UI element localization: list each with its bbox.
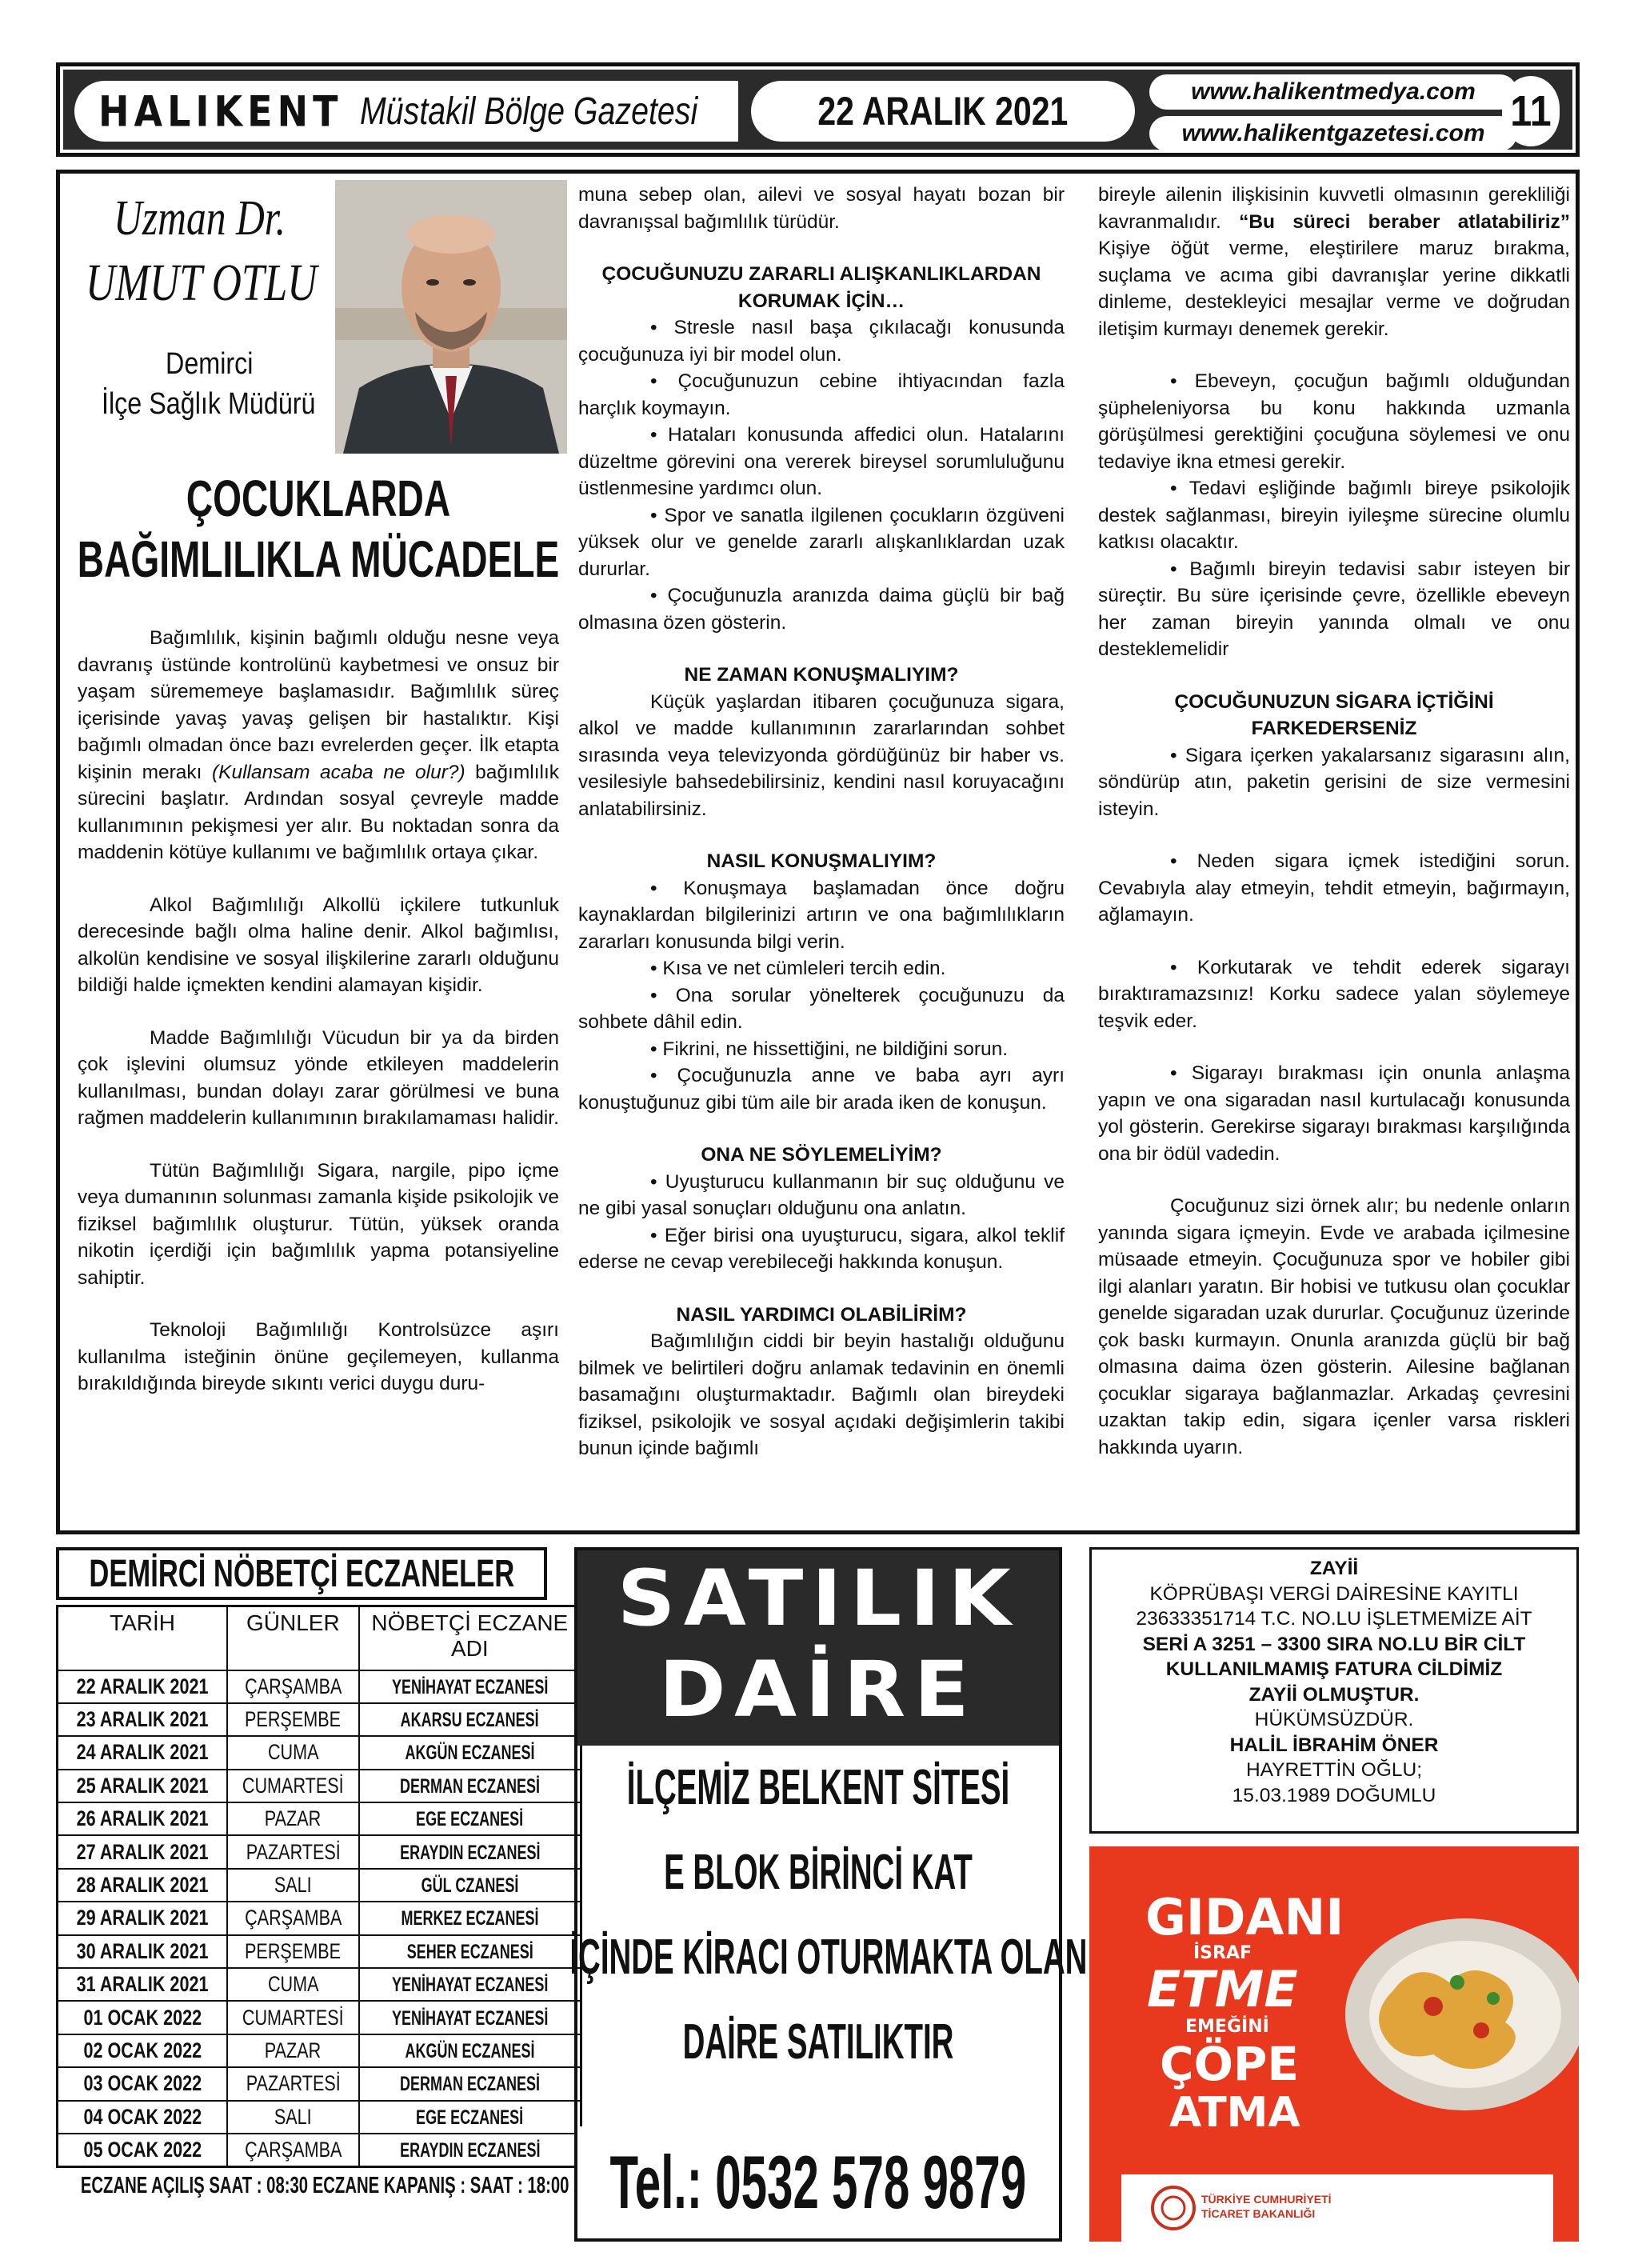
cell-text: YENİHAYAT ECZANESİ: [391, 1675, 549, 1698]
duty-date: [58, 1902, 228, 1934]
duty-date: [58, 2034, 228, 2067]
bullet-item: • Korkutarak ve tehdit ederek sigarayı bıraktıramazsınız! Korku sadece yalan söylemeye teşvik eder.: [1098, 956, 1570, 1032]
column-header: GÜNLER: [227, 1606, 359, 1670]
notice-line: SERİ A 3251 – 3300 SIRA NO.LU BİR CİLT: [1142, 1633, 1526, 1655]
ad-phone[interactable]: [577, 2126, 1059, 2238]
author-block: [78, 174, 559, 462]
table-row: [58, 2134, 581, 2166]
cell-text: CUMA: [267, 1740, 319, 1765]
pharmacy-hours-text: ECZANE AÇILIŞ SAAT : 08:30 ECZANE KAPANIŞ : SAAT : 18:00: [80, 2172, 569, 2198]
cell-text: 30 ARALIK 2021: [76, 1938, 209, 1963]
cell-text: SALI: [274, 1873, 312, 1898]
duty-day: [227, 2034, 359, 2067]
ad-headline-1: SATILIK: [617, 1554, 1020, 1643]
bullet-item: • Konuşmaya başlamadan önce doğru kaynaklardan bilgilerinizi artırın ve ona bağımlılıkların zararları konusunda bilgi verin.: [578, 877, 1065, 953]
paragraph: Teknoloji Bağımlılığı Kontrolsüzce aşırı kullanılma isteğinin önüne geçilemeyen, kullanma bırakıldığında bireyde sıkıntı verici duygu duru-: [78, 1319, 559, 1394]
pharmacy-name: [359, 1770, 581, 1802]
ad-line: DAİRE SATILIKTIR: [682, 2014, 954, 2070]
table-row: [58, 1869, 581, 1902]
duty-day: [227, 2067, 359, 2100]
paragraph: muna sebep olan, ailevi ve sosyal hayatı bozan bir davranışsal bağımlılık türüdür.: [578, 184, 1065, 233]
bullet-item: • Tedavi eşliğinde bağımlı bireye psikolojik destek sağlanması, bireyin iyileşme sürecine olumlu katkısı olacaktır.: [1098, 478, 1570, 553]
newspaper-brand: HALIKENT: [98, 86, 343, 137]
notice-line: 23633351714 T.C. NO.LU İŞLETMEMİZE AİT: [1136, 1608, 1532, 1630]
paragraph: Küçük yaşlardan itibaren çocuğunuza sigara, alkol ve madde kullanımının zararlarından sohbet sırasında veya televizyonda gördüğünüz bir haber vs. vesilesiyle bahsedebilirsiniz, kendini nasıl koruyacağını anlatabilirsiniz.: [578, 690, 1065, 820]
table-row: [58, 1902, 581, 1934]
headline-line-2: BAĞIMLILIKLA MÜCADELE: [77, 530, 560, 588]
ad-line: İÇİNDE KİRACI OTURMAKTA OLAN: [569, 1930, 1088, 1985]
cell-text: AKARSU ECZANESİ: [400, 1709, 539, 1732]
bullet-item: • Sigarayı bırakması için onunla anlaşma yapın ve ona sigaradan nasıl kurtulacağı konusunda yol gösterin. Gerekirse sigarayı bırakması karşılığında ona bir ödül vadedin.: [1098, 1062, 1570, 1165]
pharmacy-name: [359, 1736, 581, 1769]
ad-phone-text: Tel.: 0532 578 9879: [609, 2140, 1027, 2224]
duty-date: [58, 1835, 228, 1868]
cell-text: PAZARTESİ: [246, 2071, 341, 2096]
notice-line: KULLANILMAMIŞ FATURA CİLDİMİZ: [1165, 1658, 1503, 1680]
table-row: [58, 1802, 581, 1835]
duty-date: [58, 1968, 228, 2001]
cell-text: MERKEZ ECZANESİ: [401, 1907, 539, 1930]
pharmacy-name: [359, 2134, 581, 2166]
article-column-1: [78, 174, 559, 1398]
duty-date: [58, 2134, 228, 2166]
duty-day: [227, 1869, 359, 1902]
bullet-item: • Çocuğunuzla anne ve baba ayrı ayrı konuştuğunuz gibi tüm aile bir arada iken de konuşun.: [578, 1065, 1065, 1114]
table-row: [58, 2001, 581, 2034]
issue-date-text: 22 ARALIK 2021: [817, 89, 1069, 134]
cell-text: 26 ARALIK 2021: [76, 1806, 209, 1831]
duty-date: [58, 2067, 228, 2100]
paragraph: [78, 625, 559, 866]
cell-text: GÜL CZANESİ: [421, 1874, 519, 1898]
pharmacy-name: [359, 2001, 581, 2034]
cell-text: CUMARTESİ: [242, 1773, 344, 1798]
duty-day: [227, 1935, 359, 1968]
bullet-item: • Çocuğunuzun cebine ihtiyacından fazla harçlık koymayın.: [578, 370, 1065, 419]
cell-text: PAZAR: [265, 2038, 322, 2062]
section-heading: ÇOCUĞUNUZU ZARARLI ALIŞKANLIKLARDAN KORUMAK İÇİN…: [601, 263, 1041, 312]
pharmacy-name: [359, 1935, 581, 1968]
column-header: NÖBETÇİ ECZANE ADI: [359, 1606, 581, 1670]
bullet-item: • Hataları konusunda affedici olun. Hatalarını düzeltme görevini ona vererek bireysel sorumluluğunu üstlenmesine yardımcı olun.: [578, 424, 1065, 499]
cell-text: 22 ARALIK 2021: [76, 1674, 209, 1698]
bullet-item: • Bağımlı bireyin tedavisi sabır isteyen bir süreçtir. Bu süre içerisinde çevre, özellikle ebeveyn her zaman bireyin yanında olmalı ve onu desteklemelidir: [1098, 558, 1570, 660]
campaign-word-1: GIDANI: [1145, 1888, 1344, 1946]
notice-title: ZAYİİ: [1309, 1558, 1359, 1579]
paragraph: [1098, 182, 1570, 342]
cell-text: 24 ARALIK 2021: [76, 1740, 209, 1765]
article-box: [56, 170, 1580, 1534]
paragraph-text: Bağımlılık, kişinin bağımlı olduğu nesne veya davranış üstünde kontrolünü kaybetmesi ve onsuz bir yaşam sürememeye başlamasıdır. Bağımlılık süreç içerisinde yavaş yavaş gelişen bir hastalıktır. Kişi bağımlı olmadan önce bazı evrelerden geçer. İlk etapta kişinin merakı: [78, 627, 559, 783]
bullet-item: • Fikrini, ne hissettiğini, ne bildiğini sorun.: [650, 1038, 1009, 1060]
cell-text: PERŞEMBE: [245, 1707, 342, 1732]
cell-text: 23 ARALIK 2021: [76, 1707, 209, 1732]
notice-line: HAYRETTİN OĞLU;: [1245, 1759, 1423, 1781]
cell-text: 25 ARALIK 2021: [76, 1773, 209, 1798]
ministry-name-2: TİCARET BAKANLIĞI: [1201, 2207, 1316, 2220]
lost-document-notice: [1089, 1547, 1579, 1834]
table-row: [58, 1835, 581, 1868]
table-row: [58, 1770, 581, 1802]
paragraph: Bağımlılığın ciddi bir beyin hastalığı olduğunu bilmek ve belirtileri doğru anlamak tedavinin en önemli basamağını oluşturmaktadır. Bağımlı olan bireydeki fiziksel, psikolojik ve sosyal açıdaki değişimlerin takibi bunun içinde bağımlı: [578, 1330, 1065, 1459]
masthead-title: [74, 81, 738, 142]
notice-line: HALİL İBRAHİM ÖNER: [1229, 1734, 1439, 1756]
bullet-item: • Eğer birisi ona uyuşturucu, sigara, alkol teklif ederse ne cevap verebileceği hakkında konuşun.: [578, 1224, 1065, 1273]
cell-text: SALI: [274, 2104, 312, 2129]
duty-date: [58, 1670, 228, 1703]
ad-body: [569, 1746, 1088, 2130]
table-row: [58, 1670, 581, 1703]
cell-text: CUMARTESİ: [242, 2005, 344, 2030]
bullet-item: • Stresle nasıl başa çıkılacağı konusunda çocuğunuza iyi bir model olun.: [578, 317, 1065, 366]
duty-date: [58, 1736, 228, 1769]
pharmacy-title-text: DEMİRCİ NÖBETÇİ ECZANELER: [89, 1552, 514, 1595]
cell-text: PAZARTESİ: [246, 1839, 341, 1864]
table-row: [58, 1736, 581, 1769]
duty-date: [58, 1869, 228, 1902]
notice-line: HÜKÜMSÜZDÜR.: [1254, 1709, 1414, 1730]
bullet-item: • Sigara içerken yakalarsanız sigarasını alın, söndürüp atın, paketin gerisini de size vermesini isteyin.: [1098, 744, 1570, 820]
pharmacy-name: [359, 1902, 581, 1934]
duty-date: [58, 1770, 228, 1802]
duty-day: [227, 1670, 359, 1703]
pharmacy-table: [56, 1605, 582, 2168]
article-column-3: [1098, 182, 1570, 1461]
author-name: UMUT OTLU: [86, 254, 318, 312]
cell-text: ÇARŞAMBA: [244, 2137, 342, 2162]
column-header: TARİH: [58, 1606, 228, 1670]
paragraph-text: bağımlılık sürecini başlatır. Ardından sosyal çevreyle madde kullanımının pekişmesi yer alır. Bu noktadan sonra da maddenin kötüye kullanımı ve bağımlılık ortaya çıkar.: [78, 761, 559, 863]
table-row: [58, 2034, 581, 2067]
duty-day: [227, 2101, 359, 2134]
apartment-sale-ad: [569, 1547, 1088, 2242]
duty-day: [227, 1968, 359, 2001]
cell-text: DERMAN ECZANESİ: [399, 2073, 540, 2096]
table-row: [58, 1935, 581, 1968]
article-headline: [78, 462, 559, 618]
cell-text: DERMAN ECZANESİ: [399, 1774, 540, 1798]
campaign-word-5: ÇÖPE: [1160, 2037, 1299, 2091]
website-link-1[interactable]: www.halikentmedya.com: [1149, 74, 1517, 110]
cell-text: 29 ARALIK 2021: [76, 1906, 209, 1930]
section-heading: NASIL KONUŞMALIYIM?: [706, 850, 937, 872]
pharmacy-name: [359, 2034, 581, 2067]
notice-line: 15.03.1989 DOĞUMLU: [1232, 1784, 1436, 1806]
section-heading: NASIL YARDIMCI OLABİLİRİM?: [676, 1303, 967, 1326]
pharmacy-name: [359, 1835, 581, 1868]
paragraph-text: bireyle ailenin ilişkisinin kuvvetli olmasının gerekliliği kavranmalıdır.: [1098, 184, 1570, 233]
headline-line-1: ÇOCUKLARDA: [186, 470, 451, 527]
author-title: Uzman Dr.: [114, 191, 286, 246]
cell-text: CUMA: [267, 1972, 319, 1997]
cell-text: 05 OCAK 2022: [83, 2137, 202, 2162]
cell-text: PAZAR: [265, 1806, 322, 1831]
pharmacy-table-body: [58, 1670, 581, 2167]
paragraph: Madde Bağımlılığı Vücudun bir ya da birden çok işlevini olumsuz yönde etkileyen maddelerin kullanılması, bundan dolayı zarar görülmesi ve buna rağmen maddelerin kullanımının bırakılamaması halidir.: [78, 1026, 559, 1129]
bullet-item: • Spor ve sanatla ilgilenen çocukların özgüveni yüksek olur ve genelde zararlı alışkanlıklardan uzak dururlar.: [578, 504, 1065, 580]
bullet-item: • Ona sorular yönelterek çocuğunuzu da sohbete dâhil edin.: [578, 984, 1065, 1033]
section-heading: ÇOCUĞUNUZUN SİGARA İÇTİĞİNİ FARKEDERSENİZ: [1174, 690, 1494, 739]
cell-text: EGE ECZANESİ: [416, 1808, 524, 1831]
section-heading: ONA NE SÖYLEMELİYİM?: [701, 1144, 942, 1166]
duty-day: [227, 1703, 359, 1736]
cell-text: 02 OCAK 2022: [83, 2038, 202, 2062]
pharmacy-title: [56, 1547, 547, 1600]
cell-text: ÇARŞAMBA: [244, 1674, 342, 1698]
duty-day: [227, 2001, 359, 2034]
cell-text: 01 OCAK 2022: [83, 2005, 202, 2030]
duty-day: [227, 2134, 359, 2166]
food-waste-artwork: [1089, 1846, 1579, 2242]
pharmacy-name: [359, 1703, 581, 1736]
duty-date: [58, 1935, 228, 1968]
section-heading: NE ZAMAN KONUŞMALIYIM?: [684, 664, 959, 686]
cell-text: 04 OCAK 2022: [83, 2104, 202, 2129]
duty-day: [227, 1902, 359, 1934]
bullet-item: • Uyuşturucu kullanmanın bir suç olduğunu ve ne gibi yasal sonuçları olduğunu ona anlatın.: [578, 1170, 1065, 1219]
ad-banner: [577, 1550, 1059, 1746]
author-town: Demirci: [166, 347, 254, 381]
author-photo: [335, 180, 567, 454]
notice-line: ZAYİİ OLMUŞTUR.: [1248, 1683, 1420, 1706]
cell-text: AKGÜN ECZANESİ: [405, 2039, 535, 2062]
bullet-item: • Neden sigara içmek istediğini sorun. Cevabıyla alay etmeyin, tehdit etmeyin, bağırmayın, ağlamayın.: [1098, 850, 1570, 926]
issue-date: [751, 81, 1135, 142]
paragraph: Tütün Bağımlılığı Sigara, nargile, pipo içme veya dumanının solunması zamanla kişide psikolojik ve fiziksel bağımlılık oluşturur. Tütün, yüksek oranda nikotin içerdiği için bağımlılık yapma potansiyeline sahiptir.: [78, 1159, 559, 1289]
food-waste-campaign-ad: [1089, 1846, 1579, 2242]
pharmacy-name: [359, 1670, 581, 1703]
website-link-2[interactable]: www.halikentgazetesi.com: [1149, 116, 1517, 151]
ad-line: E BLOK BİRİNCİ KAT: [664, 1845, 973, 1900]
pharmacy-name: [359, 1869, 581, 1902]
masthead-bar: [63, 70, 1572, 150]
table-header-row: [58, 1606, 581, 1670]
pharmacy-name: [359, 2101, 581, 2134]
article-column-2: [578, 182, 1065, 1462]
cell-text: YENİHAYAT ECZANESİ: [391, 1974, 549, 1997]
pharmacy-name: [359, 1968, 581, 2001]
masthead: [56, 62, 1580, 157]
table-row: [58, 1968, 581, 2001]
duty-date: [58, 2001, 228, 2034]
duty-day: [227, 1835, 359, 1868]
ad-line: İLÇEMİZ BELKENT SİTESİ: [626, 1760, 1010, 1815]
table-row: [58, 2101, 581, 2134]
paragraph: Alkol Bağımlılığı Alkollü içkilere tutkunluk derecesinde bağlı olma haline denir. Alkol bağımlısı, alkolün kendisine ve sosyal ilişkilerine zararlı olduğunu bildiği halde içmekten kendini alamayan kişidir.: [78, 894, 559, 996]
ad-headline-2: DAİRE: [658, 1645, 978, 1734]
paragraph-text: Kişiye öğüt verme, eleştirilere maruz bırakma, suçlama ve acıma gibi davranışlar yerine dikkatli dinleme, destekleyici mesajlar verme ve doğrudan iletişim kurmayı denemek gerekir.: [1098, 238, 1570, 340]
pharmacy-schedule: [56, 1547, 569, 2235]
cell-text: ERAYDIN ECZANESİ: [399, 1841, 540, 1864]
ministry-name-1: TÜRKİYE CUMHURİYETİ: [1201, 2193, 1332, 2206]
table-row: [58, 1703, 581, 1736]
paragraph-bold: “Bu süreci beraber atlatabiliriz”: [1239, 210, 1570, 233]
author-role: İlçe Sağlık Müdürü: [102, 387, 316, 421]
cell-text: 31 ARALIK 2021: [76, 1972, 209, 1997]
duty-day: [227, 1802, 359, 1835]
pharmacy-name: [359, 2067, 581, 2100]
cell-text: SEHER ECZANESİ: [406, 1940, 533, 1963]
duty-date: [58, 2101, 228, 2134]
cell-text: PERŞEMBE: [245, 1938, 342, 1963]
campaign-word-2: İSRAF: [1193, 1943, 1252, 1963]
pharmacy-name: [359, 1802, 581, 1835]
duty-day: [227, 1770, 359, 1802]
cell-text: YENİHAYAT ECZANESİ: [391, 2006, 549, 2030]
campaign-word-3: ETME: [1147, 1960, 1298, 2018]
paragraph: Çocuğunuz sizi örnek alır; bu nedenle onların yanında sigara içmeyin. Evde ve arabada içilmesine müsaade etmeyin. Çocuğunuza spor ve hobiler gibi ilgi alanları yaratın. Bir hobisi ve tutkusu olan çocuklar genelde sigaradan uzak dururlar. Çocuğunuz üzerinde çok baskı kurmayın. Onunla aranızda güçlü bir bağ olmasına daima özen gösterin. Ailesine bağlanan çocuklar sigaraya bağlanmazlar. Arkadaş çevresini uzaktan takip edin, sigara içenler varsa riskleri hakkında uyarın.: [1098, 1195, 1570, 1458]
cell-text: ÇARŞAMBA: [244, 1906, 342, 1930]
duty-day: [227, 1736, 359, 1769]
cell-text: 03 OCAK 2022: [83, 2071, 202, 2096]
newspaper-tagline: Müstakil Bölge Gazetesi: [360, 90, 698, 133]
cell-text: 28 ARALIK 2021: [76, 1873, 209, 1898]
campaign-word-4: EMEĞİNİ: [1185, 2017, 1269, 2037]
cell-text: 27 ARALIK 2021: [76, 1839, 209, 1864]
bullet-item: • Ebeveyn, çocuğun bağımlı olduğundan şüpheleniyorsa bu konu hakkında uzmanla görüşülmesi gerektiğini çocuğuna söylemesi ve onu tedaviye ikna etmesi gerekir.: [1098, 370, 1570, 473]
duty-date: [58, 1703, 228, 1736]
pharmacy-hours: [56, 2172, 569, 2199]
paragraph-italic: (Kullansam acaba ne olur?): [211, 761, 465, 783]
duty-date: [58, 1802, 228, 1835]
cell-text: AKGÜN ECZANESİ: [405, 1742, 535, 1765]
cell-text: EGE ECZANESİ: [416, 2106, 524, 2129]
cell-text: ERAYDIN ECZANESİ: [399, 2138, 540, 2162]
table-row: [58, 2067, 581, 2100]
bullet-item: • Çocuğunuzla aranızda daima güçlü bir bağ olmasına özen gösterin.: [578, 585, 1065, 634]
notice-line: KÖPRÜBAŞI VERGİ DAİRESİNE KAYITLI: [1149, 1582, 1519, 1605]
page-number: 11: [1502, 76, 1560, 146]
bullet-item: • Kısa ve net cümleleri tercih edin.: [650, 958, 946, 979]
campaign-word-6: ATMA: [1169, 2089, 1300, 2137]
